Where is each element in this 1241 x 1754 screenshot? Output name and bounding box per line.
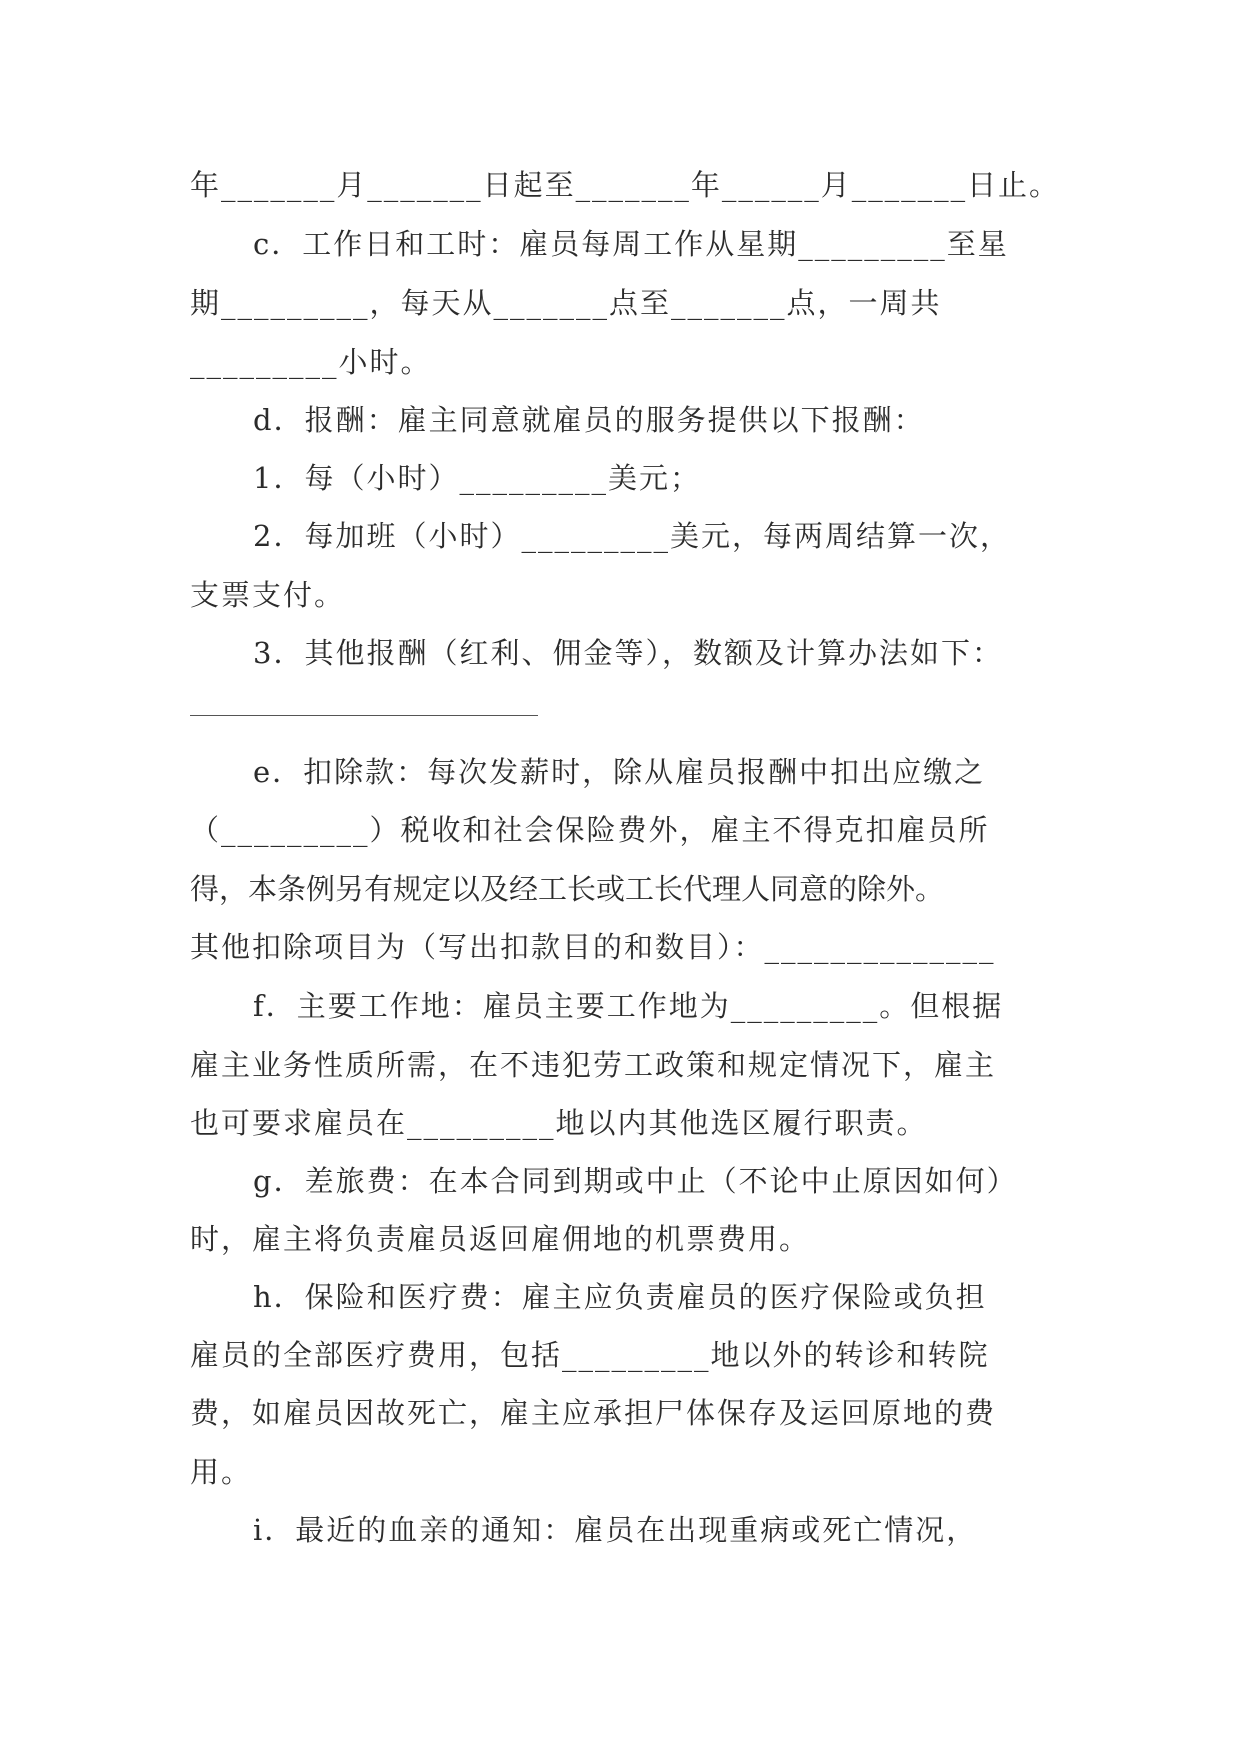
text-line-4: _________小时。 (190, 345, 432, 379)
text-line-21: 费，如雇员因故死亡，雇主应承担尸体保存及运回原地的费 (190, 1396, 997, 1430)
text-line-18: 时，雇主将负责雇员返回雇佣地的机票费用。 (190, 1222, 811, 1256)
text-line-13: 其他扣除项目为（写出扣款目的和数目）：______________ (190, 930, 996, 964)
text-line-11: （_________）税收和社会保险费外，雇主不得克扣雇员所 (190, 813, 990, 847)
text-line-9: 3．其他报酬（红利、佣金等），数额及计算办法如下： (253, 636, 1003, 670)
text-line-12: 得，本条例另有规定以及经工长或工长代理人同意的除外。 (190, 872, 945, 906)
text-line-22: 用。 (190, 1455, 253, 1489)
text-line-2: c．工作日和工时：雇员每周工作从星期_________至星 (253, 227, 1009, 261)
text-line-15: 雇主业务性质所需，在不违犯劳工政策和规定情况下，雇主 (190, 1048, 997, 1082)
text-line-7: 2．每加班（小时）_________美元，每两周结算一次， (253, 519, 1011, 553)
text-line-5: d．报酬：雇主同意就雇员的服务提供以下报酬： (253, 403, 925, 437)
text-line-17: g．差旅费：在本合同到期或中止（不论中止原因如何） (253, 1164, 1018, 1198)
text-line-6: 1．每（小时）_________美元； (253, 461, 701, 495)
text-line-16: 也可要求雇员在_________地以内其他选区履行职责。 (190, 1106, 928, 1140)
blank-fill-line (190, 715, 538, 716)
text-line-10: e．扣除款：每次发薪时，除从雇员报酬中扣出应缴之 (253, 755, 986, 789)
text-line-3: 期_________，每天从_______点至_______点，一周共 (190, 286, 942, 320)
text-line-19: h．保险和医疗费：雇主应负责雇员的医疗保险或负担 (253, 1280, 987, 1314)
text-line-14: f．主要工作地：雇员主要工作地为_________。但根据 (253, 989, 1004, 1023)
text-line-1: 年_______月_______日起至_______年______月_______日止。 (190, 168, 1061, 202)
text-line-23: i．最近的血亲的通知：雇员在出现重病或死亡情况， (253, 1513, 978, 1547)
text-line-8: 支票支付。 (190, 578, 346, 612)
text-line-20: 雇员的全部医疗费用，包括_________地以外的转诊和转院 (190, 1338, 990, 1372)
